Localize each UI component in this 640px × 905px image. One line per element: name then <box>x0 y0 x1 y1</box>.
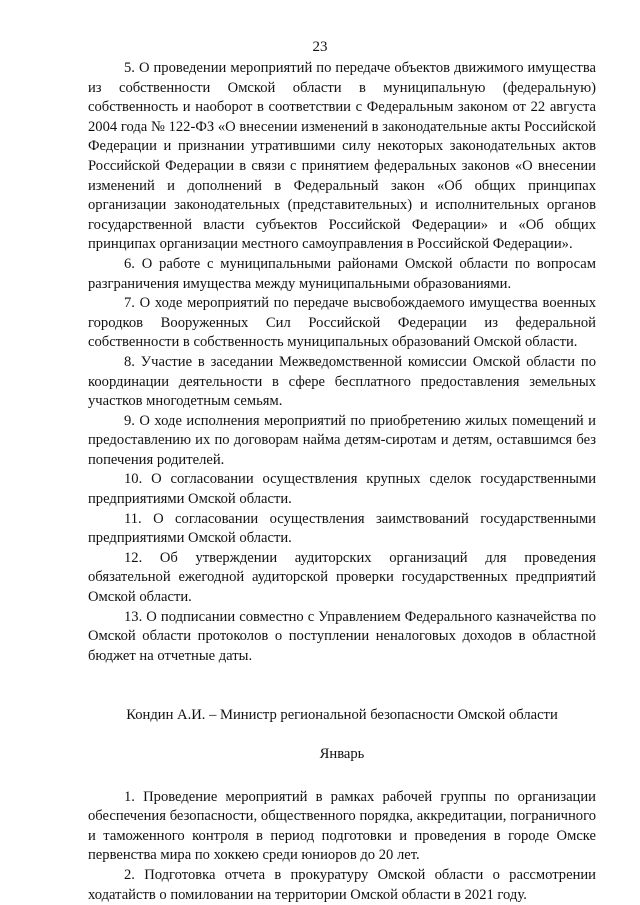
section-heading-person: Кондин А.И. – Министр региональной безопасности Омской области <box>126 707 558 724</box>
agenda-item-6: 6. О работе с муниципальными районами Омской области по вопросам разграничения имущества между муниципальными образованиями. <box>88 255 596 292</box>
agenda-item-11: 11. О согласовании осуществления заимствований государственными предприятиями Омской области. <box>88 510 596 547</box>
agenda-item-10: 10. О согласовании осуществления крупных сделок государственными предприятиями Омской области. <box>88 471 596 508</box>
document-body <box>88 59 596 905</box>
agenda-item-7: 7. О ходе мероприятий по передаче высвобождаемого имущества военных городков Вооруженных Сил Российской Федерации из федеральной собственности в собственность муниципальных образований Омской области. <box>88 295 596 351</box>
agenda-item-9: 9. О ходе исполнения мероприятий по приобретению жилых помещений и предоставлению их по договорам найма детям-сиротам и детям, оставшимся без попечения родителей. <box>88 412 596 468</box>
security-item-1: 1. Проведение мероприятий в рамках рабочей группы по организации обеспечения безопасности, общественного порядка, аккредитации, пограничного и таможенного контроля в период подготовки и проведения в городе Омске первенства мира по хоккею среди юниоров до 20 лет. <box>88 788 596 864</box>
agenda-item-13: 13. О подписании совместно с Управлением Федерального казначейства по Омской области протоколов о поступлении неналоговых доходов в областной бюджет на отчетные даты. <box>88 608 596 664</box>
page-number: 23 <box>312 39 328 55</box>
agenda-item-12: 12. Об утверждении аудиторских организаций для проведения обязательной ежегодной аудиторской проверки государственных предприятий Омской области. <box>88 549 596 606</box>
agenda-item-8: 8. Участие в заседании Межведомственной комиссии Омской области по координации деятельности в сфере бесплатного предоставления земельных участков многодетным семьям. <box>88 353 596 410</box>
agenda-list-security <box>88 788 596 905</box>
agenda-item-5: 5. О проведении мероприятий по передаче объектов движимого имущества из собственности Омской области в муниципальную (федеральную) собственность и наоборот в соответствии с Федеральным законом от 22 августа 2004 года № 122-ФЗ «О внесении изменений в законодательные акты Российской Федерации и признании утратившими силу некоторых законодательных актов Российской Федерации в связи с принятием федеральных законов «О внесении изменений и дополнений в Федеральный закон «Об общих принципах организации законодательных (представительных) и исполнительных органов государственной власти субъектов Российской Федерации» и «Об общих принципах организации местного самоуправления в Российской Федерации». <box>88 60 596 253</box>
agenda-list-property <box>88 59 596 666</box>
security-item-2: 2. Подготовка отчета в прокуратуру Омской области о рассмотрении ходатайств о помиловании на территории Омской области в 2021 году. <box>88 866 596 903</box>
section-heading-month: Январь <box>319 746 365 762</box>
